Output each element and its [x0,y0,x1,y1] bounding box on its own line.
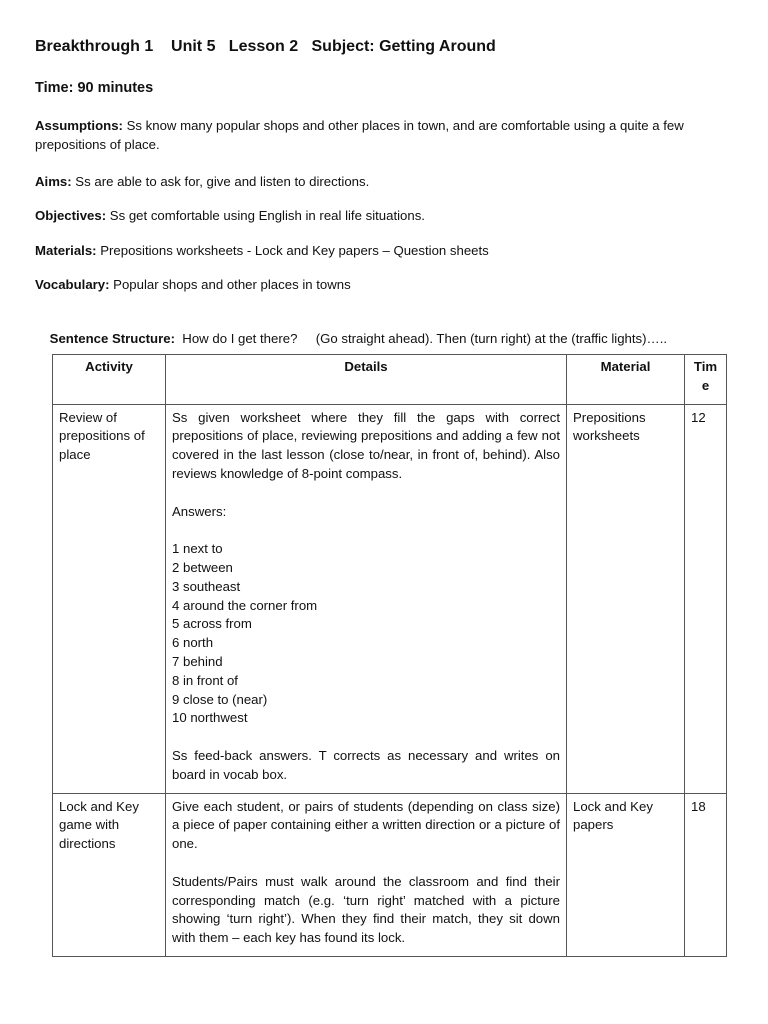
objectives-line [35,206,725,225]
vocabulary-text: Popular shops and other places in towns [109,277,351,292]
assumptions-label: Assumptions: [35,118,123,133]
answer-item: 7 behind [172,653,223,669]
activity-cell: Review of prepositions of place [53,404,166,793]
assumptions-text: Ss know many popular shops and other places in town, and are comfortable using a quite a few prepositions of place. [35,118,684,152]
answer-item: 2 between [172,559,233,575]
table-row [53,793,727,956]
header-material: Material [567,355,685,405]
vocabulary-line [35,275,725,294]
answer-item: 10 northwest [172,710,248,726]
lesson-title: Breakthrough 1 Unit 5 Lesson 2 Subject: Getting Around [35,38,496,55]
answer-item: 9 close to (near) [172,691,268,707]
materials-text: Prepositions worksheets - Lock and Key papers – Question sheets [96,243,489,258]
answer-item: 8 in front of [172,672,238,688]
table-row [53,404,727,793]
aims-label: Aims: [35,174,72,189]
activity-cell: Lock and Key game with directions [53,793,166,956]
table-header-row [53,355,727,405]
materials-line [35,241,725,260]
vocabulary-label: Vocabulary: [35,277,110,292]
answers-label: Answers: [172,503,227,519]
material-cell: Lock and Key papers [567,793,685,956]
details-outro: Ss feed-back answers. T corrects as necessary and writes on board in vocab box. [172,747,560,782]
header-details: Details [166,355,567,405]
details-intro: Ss given worksheet where they fill the gaps with correct prepositions of place, reviewing prepositions and adding a few not covered in the last lesson (close to/near, in front of, behind). Also reviews knowledge of 8-point compass. [172,409,560,481]
lesson-plan-table [52,354,727,957]
answer-item: 5 across from [172,616,252,632]
details-cell [166,793,567,956]
time-cell: 18 [685,793,727,956]
header-activity: Activity [53,355,166,405]
answer-item: 6 north [172,635,214,651]
answers-list [172,540,560,728]
answer-item: 4 around the corner from [172,597,318,613]
materials-label: Materials: [35,243,97,258]
answer-item: 1 next to [172,541,223,557]
details-paragraph-2: Students/Pairs must walk around the classroom and find their corresponding match (e.g. ‘turn right’ matched with a picture showing ‘turn right’). When they find their match, they sit down with them – each key has found its lock. [172,873,560,946]
details-cell [166,404,567,793]
sentence-structure-text: How do I get there? (Go straight ahead). Then (turn right) at the (traffic lights)….. [174,331,668,346]
assumptions-line [35,116,725,154]
objectives-text: Ss get comfortable using English in real life situations. [106,208,425,223]
objectives-label: Objectives: [35,208,107,223]
material-cell: Prepositions worksheets [567,404,685,793]
aims-text: Ss are able to ask for, give and listen to directions. [71,174,370,189]
lesson-time: Time: 90 minutes [35,80,154,96]
details-paragraph-1: Give each student, or pairs of students (depending on class size) a piece of paper containing either a written direction or a picture of one. [172,798,560,852]
header-time: Time [685,355,727,405]
sentence-structure-label: Sentence Structure: [49,331,175,346]
time-cell: 12 [685,404,727,793]
aims-line [35,172,725,191]
answer-item: 3 southeast [172,578,241,594]
